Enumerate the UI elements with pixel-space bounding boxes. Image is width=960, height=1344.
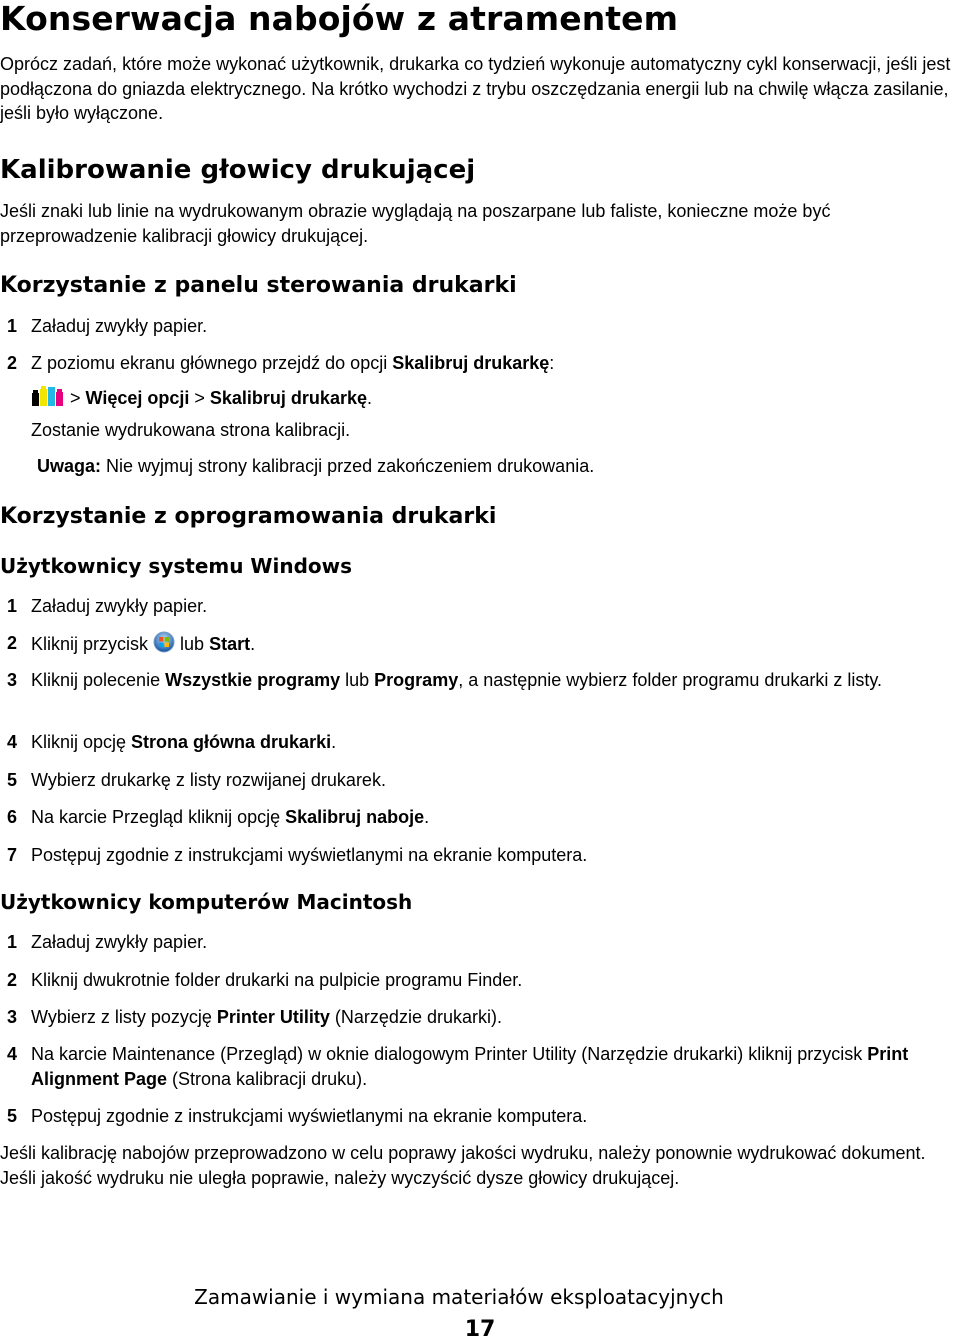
section-heading-calibration: Kalibrowanie głowicy drukującej — [0, 155, 476, 185]
calibration-paragraph: Jeśli znaki lub linie na wydrukowanym obrazie wyglądają na poszarpane lub faliste, konieczne może być przeprowadzenie kalibracji głowicy drukującej. — [0, 201, 831, 246]
mac-step-3: 3 Wybierz z listy pozycję Printer Utility (Narzędzie drukarki). — [7, 1007, 502, 1027]
windows-step-1: 1 Załaduj zwykły papier. — [7, 596, 208, 616]
windows-step-4: 4 Kliknij opcję Strona główna drukarki. — [7, 732, 337, 752]
step-number: 2 — [7, 353, 18, 373]
step-text: Załaduj zwykły papier. — [31, 316, 208, 336]
mac-step-4: 4 Na karcie Maintenance (Przegląd) w oknie dialogowym Printer Utility (Narzędzie drukarki) kliknij przycisk Print Alignment Page (Strona kalibracji druku). — [7, 1044, 909, 1089]
calibration-result-text: Zostanie wydrukowana strona kalibracji. — [31, 420, 351, 440]
page-number: 17 — [464, 1317, 496, 1342]
step-number: 1 — [7, 316, 18, 336]
windows-heading: Użytkownicy systemu Windows — [0, 554, 353, 578]
menu-path: > Więcej opcji > Skalibruj drukarkę. — [31, 385, 372, 414]
windows-step-7: 7 Postępuj zgodnie z instrukcjami wyświetlanymi na ekranie komputera. — [7, 845, 588, 865]
note: Uwaga: Nie wyjmuj strony kalibracji przed zakończeniem drukowania. — [37, 456, 595, 476]
windows-step-5: 5 Wybierz drukarkę z listy rozwijanej drukarek. — [7, 770, 386, 790]
mac-step-5: 5 Postępuj zgodnie z instrukcjami wyświetlanymi na ekranie komputera. — [7, 1106, 588, 1126]
mac-step-1: 1 Załaduj zwykły papier. — [7, 932, 208, 952]
intro-paragraph: Oprócz zadań, które może wykonać użytkownik, drukarka co tydzień wykonuje automatyczny cykl konserwacji, jeśli jest podłączona do gniazda elektrycznego. Na krótko wychodzi z trybu oszczędzania energii lub na chwilę włącza zasilanie, jeśli było wyłączone. — [0, 54, 951, 123]
mac-heading: Użytkownicy komputerów Macintosh — [0, 890, 413, 914]
windows-start-icon — [153, 631, 175, 660]
windows-step-3: 3 Kliknij polecenie Wszystkie programy lub Programy, a następnie wybierz folder programu drukarki z listy. — [7, 670, 883, 690]
panel-step-1 — [0, 314, 958, 339]
windows-step-2: 2 Kliknij przycisk lub Start. — [0, 631, 958, 660]
windows-step-6: 6 Na karcie Przegląd kliknij opcję Skalibruj naboje. — [7, 807, 430, 827]
step-text: Z poziomu ekranu głównego przejdź do opcji Skalibruj drukarkę: — [31, 353, 555, 373]
page-title: Konserwacja nabojów z atramentem — [0, 0, 679, 38]
footer-section-title: Zamawianie i wymiana materiałów eksploatacyjnych — [194, 1285, 724, 1309]
subsection-heading-control-panel: Korzystanie z panelu sterowania drukarki — [0, 273, 517, 298]
panel-step-2 — [0, 351, 958, 376]
ink-cartridges-icon — [31, 385, 65, 414]
mac-step-2: 2 Kliknij dwukrotnie folder drukarki na pulpicie programu Finder. — [7, 970, 523, 990]
closing-paragraph: Jeśli kalibrację nabojów przeprowadzono w celu poprawy jakości wydruku, należy ponownie wydrukować dokument. Jeśli jakość wydruku nie uległa poprawie, należy wyczyścić dysze głowicy drukującej. — [0, 1143, 926, 1188]
subsection-heading-software: Korzystanie z oprogramowania drukarki — [0, 504, 497, 529]
note-label: Uwaga: — [37, 456, 102, 476]
